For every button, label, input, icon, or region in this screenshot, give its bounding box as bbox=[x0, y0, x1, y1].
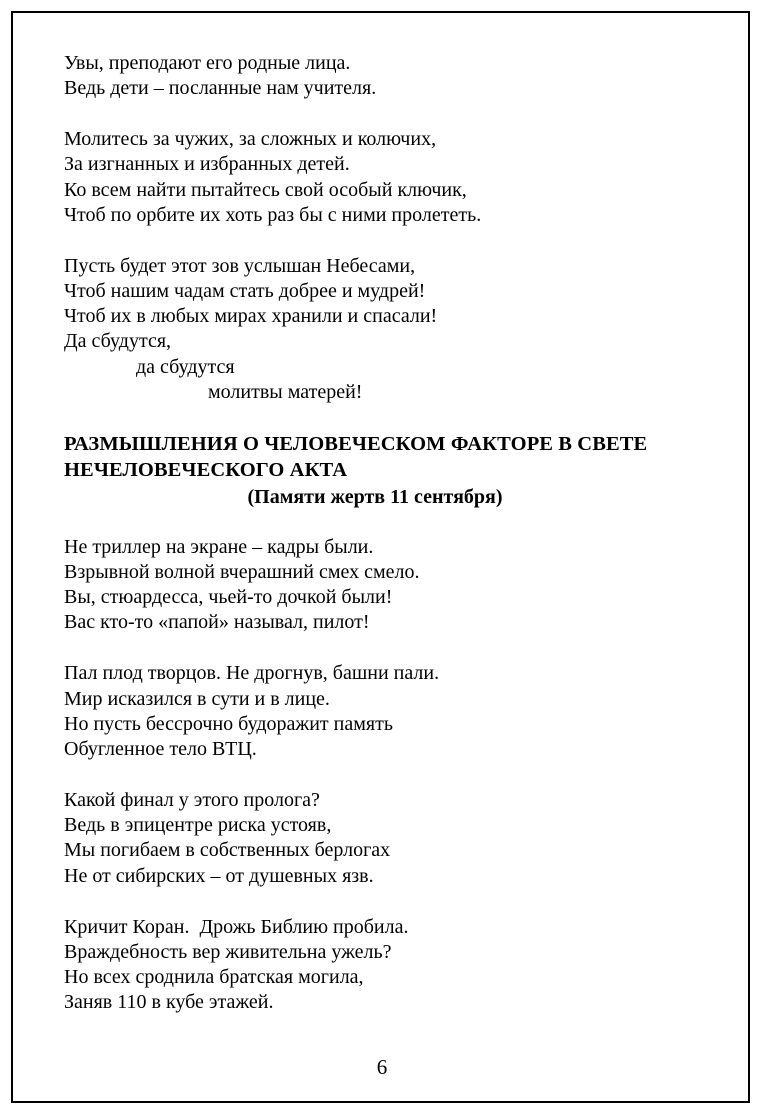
poem-line: Да сбудутся, bbox=[64, 330, 172, 353]
poem-line: Увы, преподают его родные лица. bbox=[64, 52, 351, 74]
poem-line: Вас кто-то «папой» называл, пилот! bbox=[64, 611, 370, 634]
poem-line: Враждебность вер живительна ужель? bbox=[64, 940, 392, 963]
poem2-title bbox=[64, 431, 704, 483]
poem-line: Молитесь за чужих, за сложных и колючих, bbox=[64, 128, 437, 151]
poem-line: Чтоб нашим чадам стать добрее и мудрей! bbox=[64, 280, 426, 303]
poem2-stanza-3 bbox=[64, 788, 704, 889]
poem-line: Но пусть бессрочно будоражит память bbox=[64, 712, 393, 735]
poem-line: Не триллер на экране – кадры были. bbox=[64, 535, 374, 558]
poem-line: Не от сибирских – от душевных язв. bbox=[64, 864, 374, 887]
poem-line: Какой финал у этого пролога? bbox=[64, 789, 320, 812]
poem2-title-line-1: РАЗМЫШЛЕНИЯ О ЧЕЛОВЕЧЕСКОМ ФАКТОРЕ В СВЕТЕ bbox=[64, 432, 648, 455]
poem-line-stepped: да сбудутся bbox=[136, 355, 235, 378]
poem-line: Заняв 110 в кубе этажей. bbox=[64, 991, 274, 1014]
poem2-stanza-1 bbox=[64, 535, 704, 636]
poem-line: Пал плод творцов. Не дрогнув, башни пали. bbox=[64, 662, 440, 685]
poem-line: Пусть будет этот зов услышан Небесами, bbox=[64, 254, 416, 277]
poem2-stanza-4 bbox=[64, 915, 704, 1016]
poem-line: Кричит Коран. Дрожь Библию пробила. bbox=[64, 915, 409, 938]
poem2-title-line-2: НЕЧЕЛОВЕЧЕСКОГО АКТА bbox=[64, 458, 348, 481]
poem2-dedication: (Памяти жертв 11 сентября) bbox=[247, 485, 503, 508]
page-content bbox=[64, 51, 704, 1041]
poem-line: Ко всем найти пытайтесь свой особый ключик, bbox=[64, 178, 467, 201]
poem1-stanza-3 bbox=[64, 254, 704, 405]
poem-line: Обугленное тело ВТЦ. bbox=[64, 738, 257, 761]
poem-line: Но всех сроднила братская могила, bbox=[64, 966, 364, 989]
poem-line-stepped: молитвы матерей! bbox=[208, 380, 363, 403]
poem-line: Чтоб их в любых мирах хранили и спасали! bbox=[64, 305, 438, 328]
poem1-stanza-2 bbox=[64, 127, 704, 228]
poem2-stanza-2 bbox=[64, 661, 704, 762]
poem-line: Взрывной волной вчерашний смех смело. bbox=[64, 561, 420, 584]
poem-line: Ведь в эпицентре риска устояв, bbox=[64, 814, 332, 837]
poem1-stanza-1 bbox=[64, 51, 704, 101]
poem-line: Вы, стюардесса, чьей-то дочкой были! bbox=[64, 586, 393, 609]
poem-line: Мир исказился в сути и в лице. bbox=[64, 687, 330, 710]
poem-line: Мы погибаем в собственных берлогах bbox=[64, 839, 391, 862]
poem-line: За изгнанных и избранных детей. bbox=[64, 153, 350, 176]
poem-line: Ведь дети – посланные нам учителя. bbox=[64, 77, 377, 100]
page-number: 6 bbox=[376, 1055, 388, 1079]
poem-line: Чтоб по орбите их хоть раз бы с ними пролететь. bbox=[64, 203, 482, 226]
